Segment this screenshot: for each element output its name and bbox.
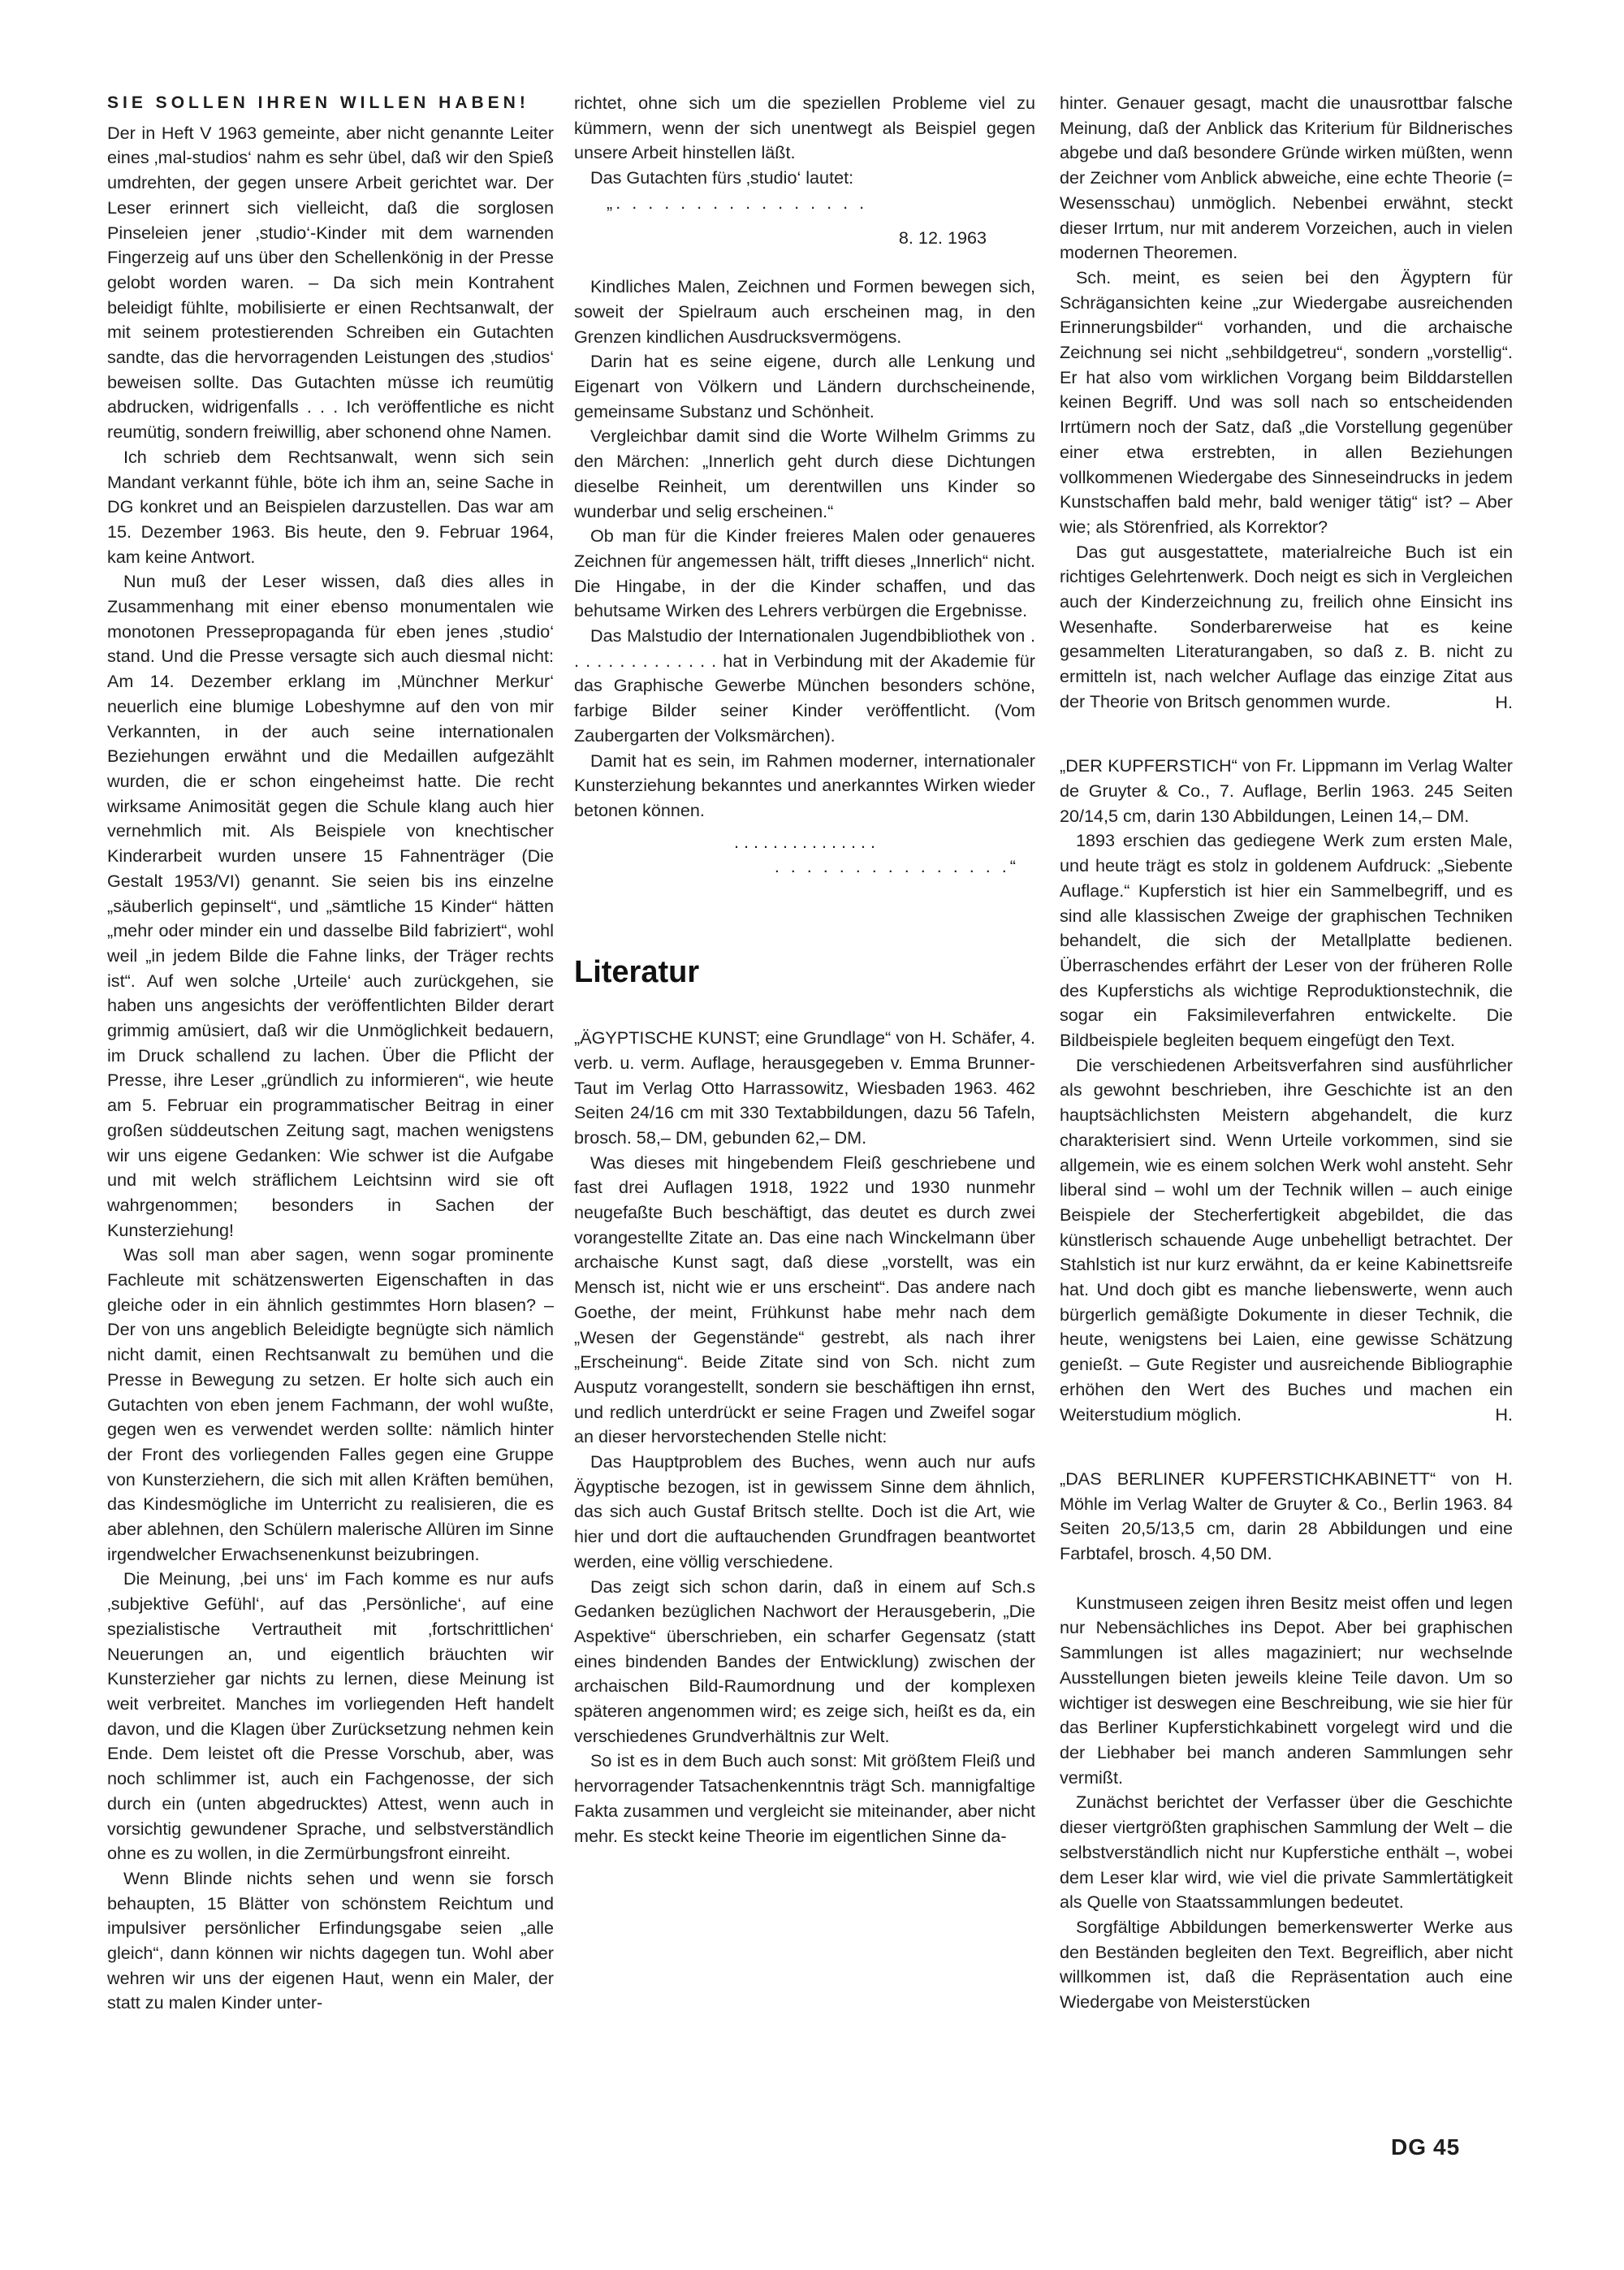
ellipsis-line: . . . . . . . . . . . . . . . bbox=[734, 831, 875, 852]
paragraph: Das zeigt sich schon darin, daß in einem auf Sch.s Gedanken bezüglichen Nachwort der Herausgeberin, „Die Aspektive“ überschrieben, ein scharfer Gegensatz (statt eines bindenden Bandes der Entwicklung) zwischen der archaischen Bild-Raumordnung und der komplexen späteren angenommen wird; es zeige sich, heißt es da, ein verschiedenes Grundverhältnis zur Welt. bbox=[574, 1576, 1035, 1746]
paragraph: So ist es in dem Buch auch sonst: Mit größtem Fleiß und hervorragender Tatsachenkenntnis trägt Sch. mannigfaltige Fakta zusammen und vergleicht sie miteinander, aber nicht mehr. Es steckt keine Theorie im eigentlichen Sinne da- bbox=[574, 1750, 1035, 1846]
paragraph: Das Malstudio der Internationalen Jugendbibliothek von . . . . . . . . . . . . . . hat in Verbindung mit der Akademie für das Graphische Gewerbe München besonders schöne, farbige Bilder seiner Kinder veröffentlicht. (Vom Zaubergarten der Volksmärchen). bbox=[574, 625, 1035, 746]
paragraph: Das gut ausgestattete, materialreiche Buch ist ein richtiges Gelehrtenwerk. Doch neigt es sich in Vergleichen auch der Kinderzeichnung zu, freilich ohne Einsicht ins Wesenhafte. Sonderbarerweise hat es keine gesammelten Literaturangaben, so daß z. B. nicht zu ermitteln ist, nach welcher Auflage das einzige Zitat aus der Theorie von Britsch genommen wurde. bbox=[1060, 541, 1513, 711]
paragraph: Damit hat es sein, im Rahmen moderner, internationaler Kunsterziehung bekanntes und anerkanntes Wirken wieder betonen können. bbox=[574, 750, 1035, 820]
paragraph: richtet, ohne sich um die speziellen Probleme viel zu kümmern, wenn der sich unentwegt als Beispiel gegen unsere Arbeit hinstellen läßt. bbox=[574, 93, 1035, 163]
paragraph: Nun muß der Leser wissen, daß dies alles in Zusammenhang mit einer ebenso monumentalen wie monotonen Pressepropaganda für eben jenes ‚studio‘ stand. Und die Presse versagte sich auch diesmal nicht: Am 14. Dezember erklang im ‚Münchner Merkur‘ neuerlich eine blumige Lobeshymne auf den von mir Verkannten, in der auch seine internationalen Beziehungen erwähnt und die Medaillen aufgezählt wurden, die er schon eingeheimst hatte. Die recht wirksame Animosität gegen die Schule klang auch hier vernehmlich mit. Als Beispiele von knechtischer Kinderarbeit wurden unsere 15 Fahnenträger (Die Gestalt 1953/VI) genannt. Sie seien bis ins einzelne „säuberlich gepinselt“, und „sämtliche 15 Kinder“ hätten „mehr oder minder ein und dasselbe Bild fabriziert“, wohl weil „in jedem Bilde die Fahne links, der Träger rechts ist“. Auf wen solche ‚Urteile‘ auch zurückgehen, sie haben uns angesichts der veröffentlichten Bilder derart grimmig amüsiert, daß wir die Unmöglichkeit bedauern, im Druck schallend zu lachen. Über die Pflicht der Presse, ihre Leser „gründlich zu informieren“, wie heute am 5. Februar ein programmatischer Beitrag in einer großen süddeutschen Zeitung sagt, machen wenigstens wir uns eigene Gedanken: Wie schwer ist die Aufgabe und mit welch sträflichem Leichtsinn wird sie oft wahrgenommen; besonders in Sachen der Kunsterziehung! bbox=[107, 571, 554, 1240]
paragraph: Ich schrieb dem Rechtsanwalt, wenn sich sein Mandant verkannt fühle, böte ich ihm an, seine Sache in DG konkret und an Beispielen darzustellen. Das war am 15. Dezember 1963. Bis heute, den 9. Februar 1964, kam keine Antwort. bbox=[107, 446, 554, 567]
paragraph: Der in Heft V 1963 gemeinte, aber nicht genannte Leiter eines ‚mal-studios‘ nahm es sehr übel, daß wir den Spieß umdrehten, der gegen unsere Arbeit gerichtet war. Der Leser erinnert sich vielleicht, daß die sorglosen Pinseleien jener ‚studio‘-Kinder mit dem warnenden Fingerzeig auf uns über den Schellenkönig in der Presse gelobt worden waren. – Da sich mein Kontrahent beleidigt fühlte, mobilisierte er einen Rechtsanwalt, der mit seinem protestierenden Schreiben ein Gutachten sandte, das die hervorragenden Leistungen des ‚studios‘ beweisen sollte. Das Gutachten müsse ich reumütig abdrucken, widrigenfalls . . . Ich veröffentliche es nicht reumütig, sondern freiwillig, aber schonend ohne Namen. bbox=[107, 122, 554, 443]
paragraph: Zunächst berichtet der Verfasser über die Geschichte dieser viertgrößten graphischen Sammlung der Welt – die selbstverständlich nicht nur Kupferstiche enthält –, wobei dem Leser klar wird, wie viel die private Sammlertätigkeit als Quelle von Staatssammlungen bedeutet. bbox=[1060, 1792, 1513, 1913]
paragraph: Sch. meint, es seien bei den Ägyptern für Schrägansichten keine „zur Wiedergabe ausreichenden Erinnerungsbilder“ vorhanden, und die archaische Zeichnung sei nicht „sehbildgetreu“, sondern „vorstellig“. Er hat also vom wirklichen Vorgang beim Bilddarstellen keinen Begriff. Und was soll nach so entscheidenden Irrtümern noch der Satz, daß „die Vorstellung gegenüber einer etwa erstrebten, in allen Beziehungen vollkommenen Wiedergabe des Sinneseindrucks in jedem Kunstschaffen bald mehr, bald weniger tätig“ ist? – Aber wie; als Störenfried, als Korrektor? bbox=[1060, 266, 1513, 537]
author-initial: H. bbox=[1495, 1404, 1513, 1425]
article-heading: SIE SOLLEN IHREN WILLEN HABEN! bbox=[107, 93, 529, 112]
report-date: 8. 12. 1963 bbox=[898, 227, 987, 248]
paragraph: Kindliches Malen, Zeichnen und Formen bewegen sich, soweit der Spielraum auch erscheinen mag, in den Grenzen kindlichen Ausdrucksvermögens. bbox=[574, 276, 1035, 347]
book-reference: „DAS BERLINER KUPFERSTICHKABINETT“ von H. Möhle im Verlag Walter de Gruyter & Co., Berlin 1963. 84 Seiten 20,5/13,5 cm, darin 28 Abbildungen und eine Farbtafel, brosch. 4,50 DM. bbox=[1060, 1468, 1513, 1564]
paragraph: Die Meinung, ‚bei uns‘ im Fach komme es nur aufs ‚subjektive Gefühl‘, auf das ‚Persönliche‘, auf eine spezialistische Vertrautheit mit ‚fortschrittlichen‘ Neuerungen an, und eigentlich bräuchten wir Kunsterzieher gar nichts zu lernen, diese Meinung ist weit verbreitet. Manches im vorliegenden Heft handelt davon, und die Klagen über Zurücksetzung nehmen kein Ende. Dem leistet oft die Presse Vorschub, aber, was noch schlimmer ist, auch ein Fachgenosse, der sich durch ein (unten abgedrucktes) Attest, wenn auch in vorsichtig gewundener Sprache, und selbstverständlich ohne es zu wollen, in die Zermürbungsfront einreiht. bbox=[107, 1568, 554, 1864]
paragraph: Das Gutachten fürs ‚studio‘ lautet: bbox=[590, 167, 854, 188]
column-3 bbox=[1060, 91, 1513, 2015]
paragraph: Die verschiedenen Arbeitsverfahren sind ausführlicher als gewohnt beschrieben, ihre Geschichte ist an den hauptsächlichsten Meistern abgehandelt, die kurz charakterisiert sind. Wenn Urteile vorkommen, sind sie allgemein, wie es einem solchen Werk wohl ansteht. Sehr liberal sind – wohl um der Technik willen – auch einige Beispiele der Stecherfertigkeit abgebildet, die das künstlerisch schauende Auge unbehelligt betrachtet. Der Stahlstich ist nur kurz erwähnt, da er keine Kabinettsreife hat. Und doch gibt es manche liebenswerte, wenn auch bürgerlich gemäßigte Dokumente in dieser Technik, die heute, wenigstens bei Laien, eine gewisse Schätzung genießt. – Gute Register und ausreichende Bibliographie erhöhen den Wert des Buches und machen ein Weiterstudium möglich. bbox=[1060, 1054, 1513, 1425]
paragraph: Wenn Blinde nichts sehen und wenn sie forsch behaupten, 15 Blätter von schönstem Reichtum und impulsiver persönlicher Erfindungsgabe seien „alle gleich“, dann können wir nichts dagegen tun. Wohl aber wehren wir uns der eigenen Haut, wenn ein Maler, der statt zu malen Kinder unter- bbox=[107, 1867, 554, 2013]
paragraph: hinter. Genauer gesagt, macht die unausrottbar falsche Meinung, daß der Anblick das Kriterium für Bildnerisches abgebe und daß besondere Gründe wirken müßten, wenn der Zeichner vom Anblick abweiche, eine echte Theorie (= Wesensschau) unmöglich. Nebenbei erwähnt, steckt dieser Irrtum, nur mit anderem Vorzeichen, auch in vielen modernen Theoremen. bbox=[1060, 93, 1513, 263]
paragraph: Das Hauptproblem des Buches, wenn auch nur aufs Ägyptische bezogen, ist in gewissem Sinne dem ähnlich, das sich auch Gustaf Britsch stellte. Doch ist die Art, wie hier und dort die auftauchenden Grundfragen beantwortet werden, eine völlig verschiedene. bbox=[574, 1451, 1035, 1572]
book-reference: „DER KUPFERSTICH“ von Fr. Lippmann im Verlag Walter de Gruyter & Co., 7. Auflage, Berlin 1963. 245 Seiten 20/14,5 cm, darin 130 Abbildungen, Leinen 14,– DM. bbox=[1060, 755, 1513, 826]
paragraph: Ob man für die Kinder freieres Malen oder genaueres Zeichnen für angemessen hält, trifft dieses „Innerlich“ nicht. Die Hingabe, in der die Kinder schaffen, und das behutsame Wirken des Lehrers verbürgen die Ergebnisse. bbox=[574, 525, 1035, 621]
author-initial: H. bbox=[1495, 691, 1513, 712]
paragraph: Vergleichbar damit sind die Worte Wilhelm Grimms zu den Märchen: „Innerlich geht durch diese Dichtungen dieselbe Reinheit, um derentwillen uns Kinder so wunderbar und selig erscheinen.“ bbox=[574, 426, 1035, 521]
column-1 bbox=[107, 91, 554, 2016]
paragraph: Was soll man aber sagen, wenn sogar prominente Fachleute mit schätzenswerten Eigenschaften in das gleiche oder in ein ähnlich gestimmtes Horn blasen? – Der von uns angeblich Beleidigte begnügte sich nämlich nicht damit, einen Rechtsanwalt zu bemühen und die Presse in Bewegung zu setzen. Er holte sich auch ein Gutachten von eben jenem Fachmann, der wohl wußte, gegen wen es verwendet werden sollte: nämlich hinter der Front des vorliegenden Falles gegen eine Gruppe von Kunsterziehern, die sich mit allen Kräften bemühen, das Kindesmögliche im Unterricht zu realisieren, die es aber ablehnen, den Schülern malerische Allüren im Sinne irgendwelcher Erwachsenenkunst beizubringen. bbox=[107, 1244, 554, 1564]
paragraph: Darin hat es seine eigene, durch alle Lenkung und Eigenart von Völkern und Ländern durchscheinende, gemeinsame Substanz und Schönheit. bbox=[574, 351, 1035, 422]
journal-abbreviation: DG bbox=[1391, 2134, 1427, 2160]
page-number bbox=[1391, 2134, 1460, 2160]
column-2 bbox=[574, 91, 1035, 1848]
paragraph: Was dieses mit hingebendem Fleiß geschriebene und fast drei Auflagen 1918, 1922 und 1930 nunmehr neugefaßte Buch beschäftigt, das deutet es durch zwei vorangestellte Zitate an. Das eine nach Winckelmann über archaische Kunst sagt, daß diese „vorstellt, was ein Mensch ist, nicht wie er uns erscheint“. Das andere nach Goethe, der meint, Frühkunst habe mehr nach dem „Wesen der Gegenstände“ gestrebt, als nach ihrer „Erscheinung“. Beide Zitate sind von Sch. nicht zum Ausputz vorangestellt, sondern sie beschäftigen ihn ernst, und redlich unterdrückt er seine Fragen und Zweifel sogar an dieser hervorstechenden Stelle nicht: bbox=[574, 1152, 1035, 1447]
ellipsis-line: „. . . . . . . . . . . . . . . . bbox=[607, 192, 868, 213]
page-number-value: 45 bbox=[1433, 2134, 1461, 2160]
paragraph: 1893 erschien das gediegene Werk zum ersten Male, und heute trägt es stolz in goldenem Aufdruck: „Siebente Auflage.“ Kupferstich ist hier ein Sammelbegriff, und es sind alle klassischen Zweige der graphischen Techniken behandelt, die sich der Metallplatte bedienen. Überraschendes erfährt der Leser von der früheren Rolle des Kupferstichs als wichtige Reproduktionstechnik, die sogar ein Faksimileverfahren entwickelte. Die Bildbeispiele begleiten bequem eingefügt den Text. bbox=[1060, 830, 1513, 1051]
book-reference: „ÄGYPTISCHE KUNST; eine Grundlage“ von H. Schäfer, 4. verb. u. verm. Auflage, herausgegeben v. Emma Brunner-Taut im Verlag Otto Harrassowitz, Wiesbaden 1963. 462 Seiten 24/16 cm mit 330 Textabbildungen, dazu 56 Tafeln, brosch. 58,– DM, gebunden 62,– DM. bbox=[574, 1027, 1035, 1148]
ellipsis-line: . . . . . . . . . . . . . . .“ bbox=[774, 856, 1019, 877]
paragraph: Kunstmuseen zeigen ihren Besitz meist offen und legen nur Nebensächliches ins Depot. Aber bei graphischen Sammlungen ist alles magaziniert; nur wechselnde Ausstellungen bieten jeweils kleine Teile davon. Um so wichtiger ist deswegen eine Beschreibung, wie sie hier für das Berliner Kupferstichkabinett vorgelegt wird und die der Liebhaber bei manch anderen Sammlungen sehr vermißt. bbox=[1060, 1592, 1513, 1788]
section-title: Literatur bbox=[574, 955, 700, 990]
paragraph: Sorgfältige Abbildungen bemerkenswerter Werke aus den Beständen begleiten den Text. Begreiflich, aber nicht willkommen ist, daß die Repräsentation auch eine Wiedergabe von Meisterstücken bbox=[1060, 1916, 1513, 2013]
